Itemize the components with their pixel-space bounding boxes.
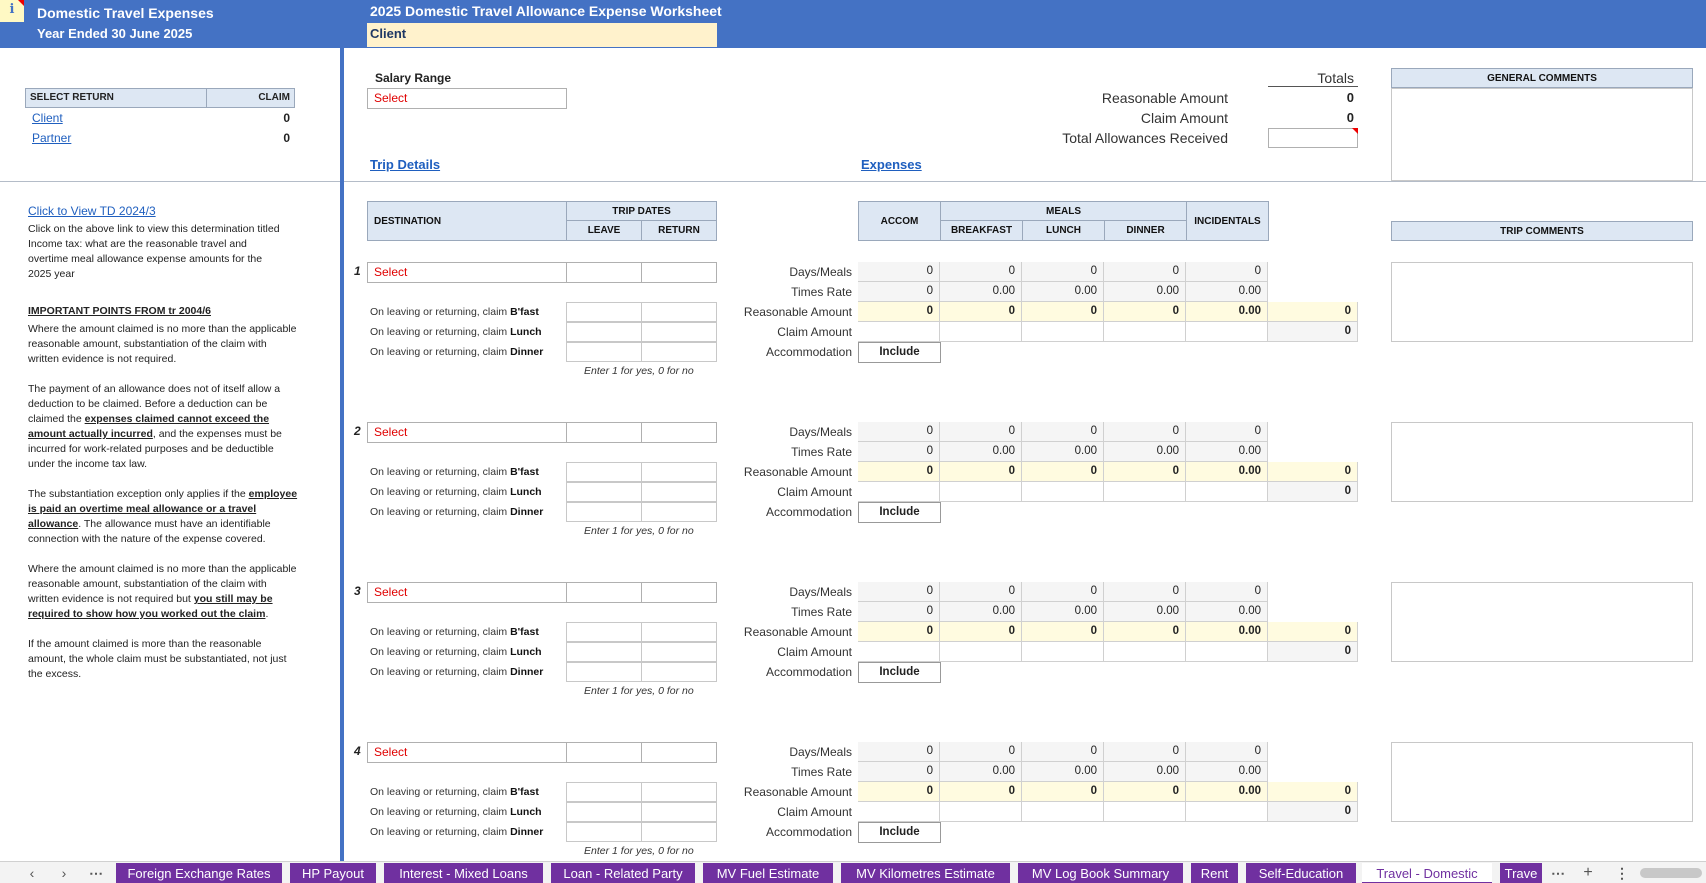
left-horizontal-divider — [0, 181, 340, 182]
claim-amount-input[interactable] — [1186, 322, 1268, 342]
reasonable-amount-cell: 0 — [858, 622, 940, 642]
days-meals-cell: 0 — [858, 582, 940, 602]
claim-breakfast-label: On leaving or returning, claim B'fast — [370, 786, 539, 798]
sheet-tab-bar — [0, 861, 1706, 883]
claim-col: CLAIM — [258, 92, 290, 103]
reasonable-amount-cell: 0 — [1268, 302, 1358, 322]
tab-foreign-exchange-rates[interactable]: Foreign Exchange Rates — [116, 863, 282, 883]
yes-no-note: Enter 1 for yes, 0 for no — [584, 845, 694, 857]
claim-amount-input[interactable] — [858, 642, 940, 662]
trip-leave-date[interactable] — [566, 262, 642, 283]
row-label-times-rate: Times Rate — [791, 445, 852, 459]
claim-amount-input[interactable] — [940, 642, 1022, 662]
destination-header: DESTINATION — [367, 201, 567, 241]
meals-header: MEALS — [940, 201, 1187, 221]
claim-lunch-leave-input[interactable] — [566, 802, 642, 822]
claim-amount-input[interactable] — [1104, 482, 1186, 502]
trip-comments-box[interactable] — [1391, 262, 1693, 342]
trip-leave-date[interactable] — [566, 742, 642, 763]
row-label-reasonable: Reasonable Amount — [743, 465, 852, 479]
claim-amount-input[interactable] — [1104, 802, 1186, 822]
row-label-reasonable: Reasonable Amount — [743, 625, 852, 639]
claim-amount-input[interactable] — [858, 322, 940, 342]
trip-details-link[interactable]: Trip Details — [370, 157, 441, 172]
reasonable-amount-cell: 0.00 — [1186, 782, 1268, 802]
claim-dinner-label: On leaving or returning, claim Dinner — [370, 666, 544, 678]
more-tabs-right-icon[interactable]: ⋯ — [1551, 865, 1565, 881]
select-return-partner-link[interactable]: Partner — [32, 131, 72, 145]
tab-interest-mixed-loans[interactable]: Interest - Mixed Loans — [384, 863, 543, 883]
trip-destination-select[interactable]: Select — [367, 582, 567, 603]
claim-amount-input[interactable] — [1022, 642, 1104, 662]
row-label-accommodation: Accommodation — [765, 505, 852, 519]
times-rate-cell: 0.00 — [940, 442, 1022, 462]
trip-destination-select[interactable]: Select — [367, 262, 567, 283]
worksheet-title: 2025 Domestic Travel Allowance Expense Worksheet — [370, 3, 722, 19]
claim-breakfast-leave-input[interactable] — [566, 622, 642, 642]
main-horizontal-divider — [344, 181, 1706, 182]
reasonable-amount-cell: 0 — [1022, 302, 1104, 322]
claim-amount-input[interactable] — [940, 322, 1022, 342]
yes-no-note: Enter 1 for yes, 0 for no — [584, 685, 694, 697]
row-label-claim: Claim Amount — [777, 645, 852, 659]
trip-comments-box[interactable] — [1391, 742, 1693, 822]
times-rate-cell: 0.00 — [1186, 602, 1268, 622]
times-rate-cell: 0 — [858, 442, 940, 462]
row-label-claim: Claim Amount — [777, 325, 852, 339]
yes-no-note: Enter 1 for yes, 0 for no — [584, 525, 694, 537]
reasonable-amount-cell: 0 — [1022, 622, 1104, 642]
claim-dinner-label: On leaving or returning, claim Dinner — [370, 506, 544, 518]
reasonable-amount-cell: 0 — [1268, 462, 1358, 482]
days-meals-cell: 0 — [1104, 582, 1186, 602]
row-label-accommodation: Accommodation — [765, 345, 852, 359]
claim-dinner-label: On leaving or returning, claim Dinner — [370, 826, 544, 838]
days-meals-cell: 0 — [1022, 422, 1104, 442]
days-meals-cell: 0 — [1104, 422, 1186, 442]
times-rate-cell: 0.00 — [1104, 762, 1186, 782]
trip-dates-header: TRIP DATES — [566, 201, 717, 221]
claim-lunch-leave-input[interactable] — [566, 322, 642, 342]
left-header-subtitle: Year Ended 30 June 2025 — [37, 26, 193, 41]
note-paragraph-1: Where the amount claimed is no more than the applicable reasonable amount, substantiation of the claim with written evidence is not required. — [28, 323, 297, 365]
times-rate-cell: 0.00 — [1022, 762, 1104, 782]
claim-dinner-leave-input[interactable] — [566, 662, 642, 682]
expenses-link[interactable]: Expenses — [861, 157, 922, 172]
times-rate-cell: 0 — [858, 602, 940, 622]
incidentals-header: INCIDENTALS — [1186, 201, 1269, 241]
days-meals-cell: 0 — [1022, 582, 1104, 602]
row-label-days-meals: Days/Meals — [789, 425, 852, 439]
reasonable-amount-cell: 0 — [858, 462, 940, 482]
reasonable-amount-cell: 0 — [1268, 622, 1358, 642]
lunch-header: LUNCH — [1022, 220, 1105, 241]
client-claim-value: 0 — [283, 111, 290, 125]
claim-breakfast-leave-input[interactable] — [566, 782, 642, 802]
claim-breakfast-leave-input[interactable] — [566, 462, 642, 482]
left-header-title: Domestic Travel Expenses — [37, 5, 214, 21]
reasonable-amount-cell: 0 — [858, 302, 940, 322]
tab-self-education[interactable]: Self-Education — [1246, 863, 1356, 883]
tab-hp-payout[interactable]: HP Payout — [290, 863, 376, 883]
reasonable-amount-cell: 0 — [940, 782, 1022, 802]
tab-rent[interactable]: Rent — [1191, 863, 1238, 883]
claim-amount-total: 0 — [1268, 642, 1358, 662]
total-claim-value: 0 — [1346, 110, 1354, 125]
select-return-header — [25, 88, 295, 108]
note-paragraph-3: The substantiation exception only applies if the employee is paid an overtime meal allowance or a travel allowance. The allowance must have an identifiable connection with the nature of the expense covered. — [28, 488, 298, 545]
claim-breakfast-leave-input[interactable] — [566, 302, 642, 322]
trip-destination-select[interactable]: Select — [367, 742, 567, 763]
allowances-received-label: Total Allowances Received — [1062, 130, 1228, 146]
accommodation-include-button[interactable]: Include — [858, 342, 941, 363]
tab-scroll-right-icon[interactable]: › — [61, 865, 67, 881]
trip-leave-date[interactable] — [566, 582, 642, 603]
claim-lunch-leave-input[interactable] — [566, 482, 642, 502]
info-icon[interactable]: i — [0, 0, 24, 22]
days-meals-cell: 0 — [858, 262, 940, 282]
accommodation-include-button[interactable]: Include — [858, 662, 941, 683]
claim-amount-input[interactable] — [1104, 642, 1186, 662]
partner-claim-value: 0 — [283, 131, 290, 145]
salary-range-label: Salary Range — [375, 71, 452, 85]
times-rate-cell: 0 — [858, 762, 940, 782]
times-rate-cell: 0.00 — [1022, 282, 1104, 302]
general-comments-header: GENERAL COMMENTS — [1391, 68, 1693, 88]
claim-amount-input[interactable] — [1022, 482, 1104, 502]
claim-lunch-label: On leaving or returning, claim Lunch — [370, 326, 542, 338]
times-rate-cell: 0.00 — [1186, 762, 1268, 782]
claim-amount-label: Claim Amount — [1140, 110, 1228, 126]
row-label-times-rate: Times Rate — [791, 765, 852, 779]
times-rate-cell: 0.00 — [1022, 442, 1104, 462]
row-label-days-meals: Days/Meals — [789, 745, 852, 759]
times-rate-cell: 0.00 — [940, 282, 1022, 302]
claim-dinner-leave-input[interactable] — [566, 822, 642, 842]
times-rate-cell: 0.00 — [1104, 442, 1186, 462]
row-label-times-rate: Times Rate — [791, 605, 852, 619]
important-heading: IMPORTANT POINTS FROM tr 2004/6 — [28, 305, 211, 317]
note-paragraph-5: If the amount claimed is more than the reasonable amount, the whole claim must be substantiated, not just the excess. — [28, 638, 287, 680]
claim-breakfast-label: On leaving or returning, claim B'fast — [370, 626, 539, 638]
reasonable-amount-label: Reasonable Amount — [1101, 90, 1228, 106]
claim-amount-input[interactable] — [1186, 642, 1268, 662]
accommodation-include-button[interactable]: Include — [858, 502, 941, 523]
td-description: Click on the above link to view this determination titled Income tax: what are the reasonable travel and overtime meal allowance expense amounts for the 2025 year — [28, 223, 280, 280]
accommodation-include-button[interactable]: Include — [858, 822, 941, 843]
times-rate-cell: 0.00 — [1104, 602, 1186, 622]
trip-comments-box[interactable] — [1391, 422, 1693, 502]
claim-breakfast-label: On leaving or returning, claim B'fast — [370, 306, 539, 318]
reasonable-amount-cell: 0.00 — [1186, 302, 1268, 322]
reasonable-amount-cell: 0 — [940, 462, 1022, 482]
add-sheet-icon[interactable]: + — [1583, 864, 1593, 881]
days-meals-cell: 0 — [858, 422, 940, 442]
claim-amount-input[interactable] — [1186, 482, 1268, 502]
days-meals-cell: 0 — [1186, 742, 1268, 762]
claim-breakfast-label: On leaving or returning, claim B'fast — [370, 466, 539, 478]
claim-lunch-label: On leaving or returning, claim Lunch — [370, 486, 542, 498]
note-paragraph-2: The payment of an allowance does not of itself allow a deduction to be claimed. Before a deduction can be claimed the expenses claimed cannot exceed the amount actually incurred, and the expenses must be incurred for work-related purposes and be deductible under the income tax law. — [28, 383, 282, 470]
claim-lunch-label: On leaving or returning, claim Lunch — [370, 806, 542, 818]
return-header: RETURN — [641, 220, 717, 241]
trip-leave-date[interactable] — [566, 422, 642, 443]
row-label-days-meals: Days/Meals — [789, 265, 852, 279]
reasonable-amount-cell: 0 — [940, 622, 1022, 642]
salary-range-select[interactable]: Select — [367, 88, 567, 109]
trip-destination-select[interactable]: Select — [367, 422, 567, 443]
tab-trave[interactable]: Trave — [1500, 863, 1542, 883]
sidebar-notes — [28, 322, 298, 697]
reasonable-amount-cell: 0 — [1268, 782, 1358, 802]
allowances-received-input[interactable] — [1268, 128, 1358, 148]
reasonable-amount-cell: 0 — [1104, 462, 1186, 482]
td-link[interactable]: Click to View TD 2024/3 — [28, 204, 156, 218]
tab-scroll-left-icon[interactable]: ‹ — [29, 865, 35, 881]
claim-amount-input[interactable] — [858, 482, 940, 502]
accom-header: ACCOM — [858, 201, 941, 241]
times-rate-cell: 0.00 — [1186, 282, 1268, 302]
note-paragraph-4: Where the amount claimed is no more than the applicable reasonable amount, substantiation of the claim with written evidence is not required but you still may be required to show how you worked out the claim. — [28, 563, 297, 620]
vertical-divider — [340, 0, 344, 861]
times-rate-cell: 0.00 — [1022, 602, 1104, 622]
reasonable-amount-cell: 0.00 — [1186, 462, 1268, 482]
tab-mv-fuel-estimate[interactable]: MV Fuel Estimate — [703, 863, 833, 883]
tab-mv-log-book-summary[interactable]: MV Log Book Summary — [1018, 863, 1183, 883]
row-label-reasonable: Reasonable Amount — [743, 305, 852, 319]
reasonable-amount-cell: 0 — [940, 302, 1022, 322]
days-meals-cell: 0 — [1104, 742, 1186, 762]
trip-number: 1 — [354, 264, 361, 278]
select-return-col: SELECT RETURN — [30, 92, 114, 103]
claim-dinner-label: On leaving or returning, claim Dinner — [370, 346, 544, 358]
reasonable-amount-cell: 0 — [1022, 782, 1104, 802]
claim-amount-total: 0 — [1268, 322, 1358, 342]
breakfast-header: BREAKFAST — [940, 220, 1023, 241]
claim-amount-input[interactable] — [1104, 322, 1186, 342]
claim-amount-input[interactable] — [940, 802, 1022, 822]
more-tabs-icon[interactable]: ⋯ — [89, 865, 103, 881]
horizontal-scrollbar[interactable] — [1640, 868, 1702, 878]
days-meals-cell: 0 — [1022, 742, 1104, 762]
yes-no-note: Enter 1 for yes, 0 for no — [584, 365, 694, 377]
claim-amount-input[interactable] — [1186, 802, 1268, 822]
days-meals-cell: 0 — [940, 262, 1022, 282]
days-meals-cell: 0 — [1186, 582, 1268, 602]
row-label-reasonable: Reasonable Amount — [743, 785, 852, 799]
days-meals-cell: 0 — [1104, 262, 1186, 282]
claim-dinner-leave-input[interactable] — [566, 502, 642, 522]
tab-loan-related-party[interactable]: Loan - Related Party — [551, 863, 695, 883]
tab-mv-kilometres-estimate[interactable]: MV Kilometres Estimate — [841, 863, 1010, 883]
reasonable-amount-cell: 0 — [1104, 622, 1186, 642]
select-return-divider — [206, 89, 207, 107]
days-meals-cell: 0 — [858, 742, 940, 762]
trip-number: 3 — [354, 584, 361, 598]
reasonable-amount-cell: 0 — [1104, 782, 1186, 802]
claim-lunch-label: On leaving or returning, claim Lunch — [370, 646, 542, 658]
reasonable-amount-cell: 0 — [1104, 302, 1186, 322]
days-meals-cell: 0 — [940, 742, 1022, 762]
claim-amount-total: 0 — [1268, 482, 1358, 502]
total-reasonable-value: 0 — [1346, 90, 1354, 105]
trip-comments-header: TRIP COMMENTS — [1391, 221, 1693, 241]
row-label-accommodation: Accommodation — [765, 825, 852, 839]
trip-comments-box[interactable] — [1391, 582, 1693, 662]
claim-amount-input[interactable] — [858, 802, 940, 822]
reasonable-amount-cell: 0 — [858, 782, 940, 802]
claim-dinner-leave-input[interactable] — [566, 342, 642, 362]
select-return-client-link[interactable]: Client — [32, 111, 63, 125]
days-meals-cell: 0 — [940, 422, 1022, 442]
trip-number: 4 — [354, 744, 361, 758]
row-label-claim: Claim Amount — [777, 485, 852, 499]
totals-heading: Totals — [1268, 70, 1358, 87]
times-rate-cell: 0.00 — [1186, 442, 1268, 462]
sheet-options-icon[interactable]: ⋮ — [1615, 865, 1629, 881]
reasonable-amount-cell: 0.00 — [1186, 622, 1268, 642]
claim-amount-total: 0 — [1268, 802, 1358, 822]
tab-travel-domestic[interactable]: Travel - Domestic — [1362, 863, 1492, 883]
claim-amount-input[interactable] — [1022, 322, 1104, 342]
reasonable-amount-cell: 0 — [1022, 462, 1104, 482]
client-bar: Client — [367, 23, 717, 47]
dinner-header: DINNER — [1104, 220, 1187, 241]
times-rate-cell: 0.00 — [940, 762, 1022, 782]
general-comments-box[interactable] — [1391, 88, 1693, 181]
days-meals-cell: 0 — [1186, 422, 1268, 442]
claim-lunch-leave-input[interactable] — [566, 642, 642, 662]
days-meals-cell: 0 — [1022, 262, 1104, 282]
comment-indicator — [1352, 128, 1358, 134]
row-label-times-rate: Times Rate — [791, 285, 852, 299]
claim-amount-input[interactable] — [1022, 802, 1104, 822]
trip-number: 2 — [354, 424, 361, 438]
days-meals-cell: 0 — [940, 582, 1022, 602]
times-rate-cell: 0.00 — [940, 602, 1022, 622]
claim-amount-input[interactable] — [940, 482, 1022, 502]
row-label-claim: Claim Amount — [777, 805, 852, 819]
days-meals-cell: 0 — [1186, 262, 1268, 282]
times-rate-cell: 0.00 — [1104, 282, 1186, 302]
times-rate-cell: 0 — [858, 282, 940, 302]
leave-header: LEAVE — [566, 220, 642, 241]
row-label-days-meals: Days/Meals — [789, 585, 852, 599]
row-label-accommodation: Accommodation — [765, 665, 852, 679]
